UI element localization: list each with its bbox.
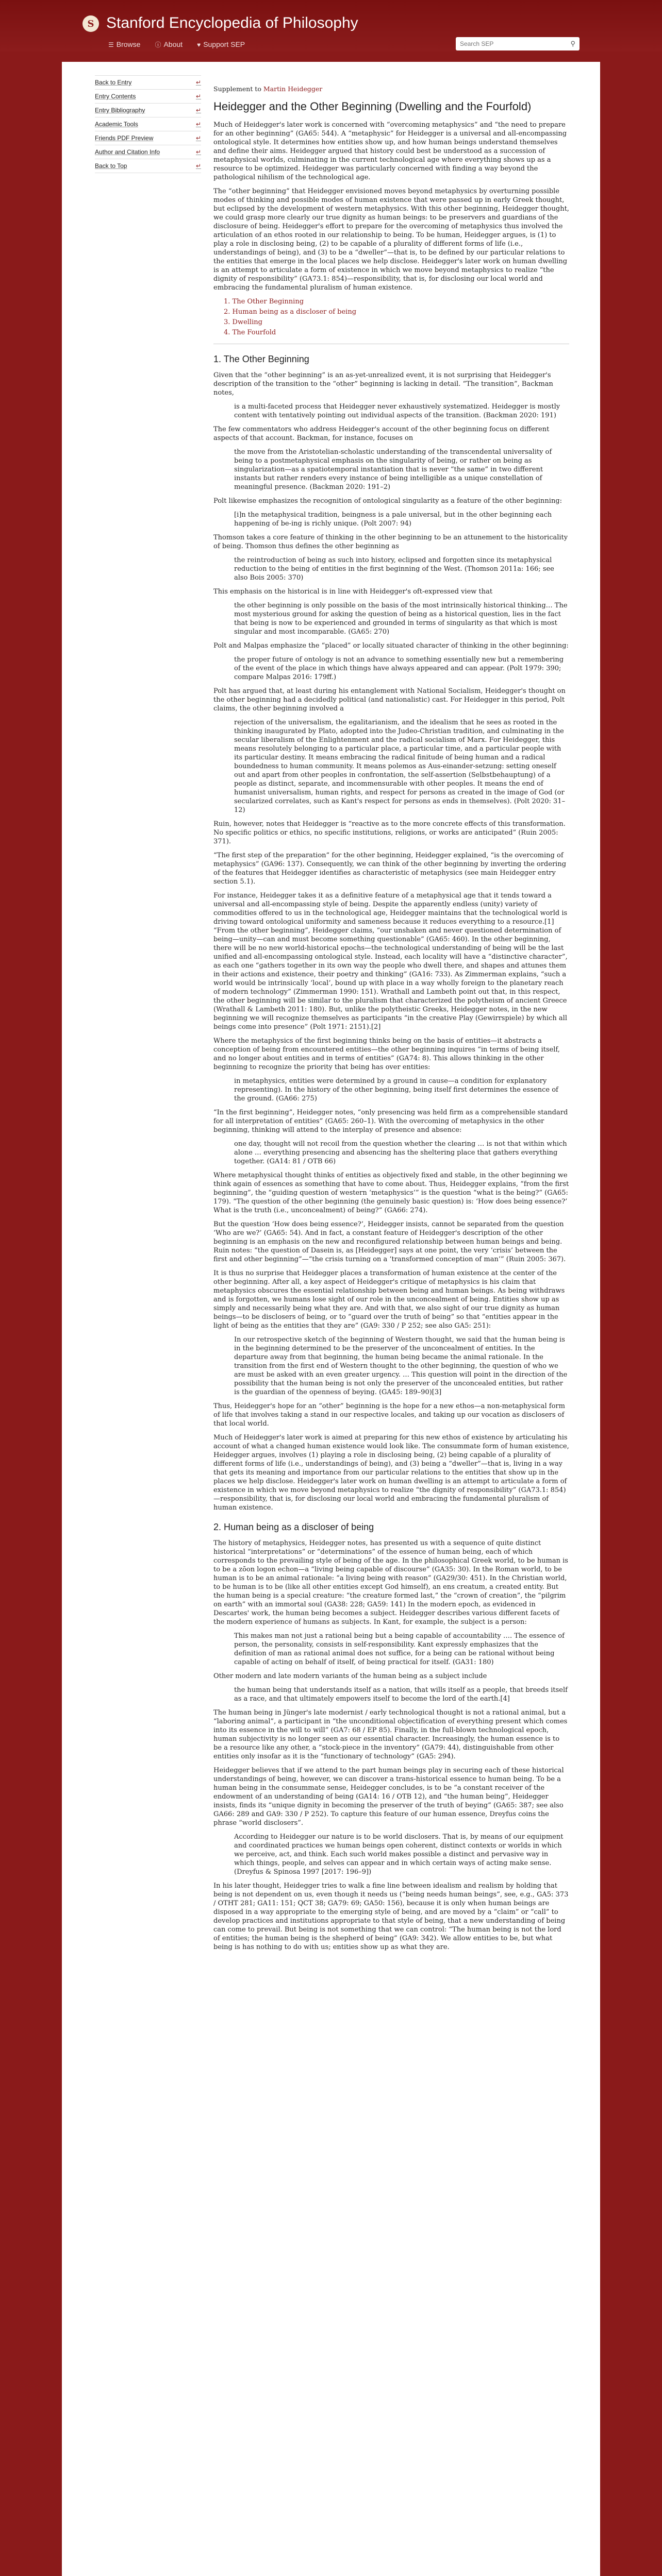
section-human-being — [213, 1539, 569, 1952]
toc-item — [224, 318, 569, 327]
body-paragraph: In his later thought, Heidegger tries to walk a fine line between idealism and realism by holding that being is not dependent on us, even though it needs us (“being needs human beings”, see, e.g., GA5: 373 / OTHT 281; GA11: 151; QCT 38; GA79: 69; GA50: 156), because it is only when human beings are disposed in a way appropriate to the emerging style of being, and are moved by a “claim” or “call” to develop practices and institutions appropriate to that style of being, that a new understanding of being can come to prevail. But being is not something that we can control: “The human being is not the lord of entities; the human being is the shepherd of being” (GA9: 342). We allow entities to be, but what being is has nothing to do with us; entities show up as what they are. — [213, 1882, 569, 1951]
sidebar-item-citation-info[interactable] — [95, 145, 201, 159]
toc-link-fourfold[interactable]: 4. The Fourfold — [224, 329, 276, 336]
page-title: Heidegger and the Other Beginning (Dwelling and the Fourfold) — [213, 100, 532, 113]
supplement-link[interactable]: Martin Heidegger — [263, 85, 323, 93]
nav-browse-label: Browse — [116, 40, 141, 48]
body-paragraph: But the question ‘How does being essence?’, Heidegger insists, cannot be separated from the question ‘Who are we?’ (GA65: 54). And in fact, a constant feature of Heidegger's description of the other beginning is an emphasis on the new and reconfigured relationship between human beings and being. Ruin notes: “the question of Dasein is, as [Heidegger] says at one point, the very ‘crisis’ between the first and other beginning”—“the crisis turning on a ‘transformed conception of man’” (Ruin 2005: 367). — [213, 1221, 566, 1263]
block-quote: is a multi-faceted process that Heidegger never exhaustively systematized. Heidegger is mostly content with tentatively pointing out individual aspects of the transition. (Backman 2020: 191) — [234, 403, 560, 419]
body-paragraph: “The first step of the preparation” for the other beginning, Heidegger explained, “is the overcoming of metaphysics” (GA96: 137). Consequently, we can think of the other beginning by inverting the ordering of the features that Heidegger identifies as characteristic of metaphysics (see main Heidegger entry section 5.1). — [213, 852, 567, 886]
body-paragraph: For instance, Heidegger takes it as a definitive feature of a metaphysical age that it tends toward a universal and all-encompassing style of being. Despite the apparently endless (unity) variety of commodities offered to us in the technological age, Heidegger maintains that the technological world is driving toward ontological uniformity and sameness because it reduces everything to a resource.[1] “From the other beginning”, Heidegger claims, “our unshaken and never questioned determination of being—unity—can and must become something questionable” (GA65: 460). In the other beginning, there will be no new world-historical epochs—the technological understanding of being will be the last unified and all-encompassing ontological style. Instead, each locality will have a “distinctive character”, as each one “gathers together in its own way the people who dwell there, and shapes and attunes them in their actions and existence, their poetry and thinking” (GA16: 733). As Zimmerman explains, “such a world would be intrinsically ‘local’, bound up with place in a way wholly foreign to the planetary reach of modern technology” (Zimmerman 1990: 151). Wrathall and Lambeth point out that, in this respect, the other beginning will be similar to the pluralism that characterized the polytheism of ancient Greece (Wrathall & Lambeth 2011: 180). But, unlike the polytheistic Greeks, Heidegger notes, in the new beginning we will recognize themselves as participants “in the creative Play (Gewirrspiele) by which all beings come into presence” (Polt 1971: 2151).[2] — [213, 892, 568, 1031]
return-icon: ↵ — [195, 134, 201, 142]
section-other-beginning — [213, 371, 569, 1512]
body-paragraph: “In the first beginning”, Heidegger notes, “only presencing was held firm as a comprehensible standard for all interpretation of entities” (GA65: 260–1). With the overcoming of metaphysics in the other beginning, thinking will attend to the interplay of presence and absence: — [213, 1109, 568, 1134]
section-heading: 1. The Other Beginning — [213, 354, 309, 364]
sidebar-item-back-to-top[interactable] — [95, 159, 201, 173]
sidebar-tools — [95, 75, 201, 173]
block-quote: in metaphysics, entities were determined by a ground in cause—a condition for explanatory representing). In the history of the other beginning, being itself first determines the essence of the ground. (GA66: 275) — [234, 1077, 558, 1103]
block-quote: According to Heidegger our nature is to be world disclosers. That is, by means of our equipment and coordinated practices we human beings open coherent, distinct contexts or worlds in which we perceive, act, and think. Each such world makes possible a distinct and pervasive way in which things, people, and selves can appear and in which certain ways of acting make sense. (Dreyfus & Spinosa 1997 [2017: 196–9]) — [234, 1833, 564, 1876]
body-paragraph: Polt and Malpas emphasize the “placed” or locally situated character of thinking in the other beginning: — [213, 642, 569, 650]
block-quote: rejection of the universalism, the egalitarianism, and the idealism that he sees as rooted in the thinking inaugurated by Plato, adopted into the Judeo-Christian tradition, and culminating in the secular liberalism of the Enlightenment and the radical socialism of Marx. For Heidegger, this means resolutely belonging to a particular place, a particular time, and a particular people with its particular destiny. It means embracing the radical finitude of being human and a radical boundedness to human community. It means polemos as Aus-einander-setzung: setting oneself out and apart from other peoples in confrontation, the self-assertion (Selbstbehauptung) of a people as distinct, separate, and incommensurable with other peoples. It means the end of humanist universalism, human rights, and respect for persons as created in the image of God (or secularized correlates, such as Kant's respect for persons as ends in themselves). (Polt 2020: 31–12) — [234, 719, 566, 814]
search-box — [456, 37, 580, 50]
toc-link-dwelling[interactable]: 3. Dwelling — [224, 318, 262, 326]
return-icon: ↵ — [195, 148, 201, 156]
block-quote: In our retrospective sketch of the beginning of Western thought, we said that the human being is in the beginning determined to be the preserver of the unconcealment of entities. In the departure away from that beginning, the human being became the animal rationale. In the transition from the first end of Western thought to the other beginning, the question of who we are must be asked with an even greater urgency. … This question will point in the direction of the possibility that the human being is not only the preserver of the unconcealed entities, but rather is the guardian of the openness of beying. (GA45: 189–90)[3] — [234, 1336, 568, 1396]
block-quote: the reintroduction of being as such into history, eclipsed and forgotten since its metaphysical reduction to the being of entities in the first beginning of the West. (Thomson 2011a: 166; see also Bois 2005: 370) — [234, 556, 554, 582]
sidebar-item-label: Entry Contents — [95, 93, 136, 100]
supplement-prefix: Supplement to — [213, 85, 261, 93]
table-of-contents — [213, 297, 569, 344]
body-paragraph: Much of Heidegger's later work is aimed at preparing for this new ethos of existence by articulating his account of what a changed human existence would look like. The consummate form of human existence, Heidegger argues, involves (1) playing a role in disclosing being, (2) being capable of a plurality of different forms of life (i.e., understandings of being), and (3) being a “dweller”—that is, living in a way that gets its meaning and importance from our particular relations to the entities that show up in the places we help disclose. Heidegger's later work on human dwelling is an attempt to articulate a form of existence in which we move beyond metaphysics to realize “the dignity of responsibility” (GA73.1: 854)—responsibility, that is, for disclosing our local world and embracing the fundamental pluralism of human existence. — [213, 1434, 569, 1512]
return-icon: ↵ — [195, 79, 201, 86]
nav-about-label: About — [163, 40, 183, 48]
block-quote: the proper future of ontology is not an advance to something essentially new but a remembering of the event of the place in which things have always appeared and can appear. (Polt 1979: 390; compare Malpas 2016: 179ff.) — [234, 656, 564, 681]
sidebar-item-bibliography[interactable] — [95, 104, 201, 117]
body-paragraph: Ruin, however, notes that Heidegger is “reactive as to the more concrete effects of this transformation. No specific politics or ethics, no specific institutions, religions, or works are anticipated” (Ruin 2005: 371). — [213, 820, 566, 845]
return-icon: ↵ — [195, 107, 201, 114]
sidebar — [62, 62, 211, 2576]
nav-about[interactable] — [155, 40, 183, 49]
site-title[interactable]: Stanford Encyclopedia of Philosophy — [106, 14, 358, 31]
block-quote: the human being that understands itself as a nation, that wills itself as a people, that breeds itself as a race, and that ultimately empowers itself to become the lord of the earth.[4] — [234, 1686, 568, 1703]
search-input[interactable] — [460, 40, 570, 47]
body-paragraph: Where metaphysical thought thinks of entities as objectively fixed and stable, in the other beginning we think again of essences as something that have to come about. Thus, Heidegger explains, “from the first beginning”, the “guiding question of western ‘metaphysics’” is the question “what is the being?” (GA65: 179). “The question of the other beginning (the genuinely basic question) is: ‘How does being essence?’ What is the truth (i.e., unconcealment) of being?” (GA66: 274). — [213, 1172, 569, 1214]
nav-support-label: Support SEP — [203, 40, 245, 48]
sep-logo[interactable]: S — [82, 15, 99, 32]
heart-icon: ♥ — [197, 41, 201, 48]
body-paragraph: Where the metaphysics of the first beginning thinks being on the basis of entities—it abstracts a conception of being from encountered entities—the other beginning inquires “in terms of being itself, and no longer about entities and in terms of entities” (GA74: 8). This allows thinking in the other beginning to recognize the priority that being has over entities: — [213, 1037, 560, 1071]
menu-icon: ☰ — [108, 41, 114, 48]
sidebar-item-label: Back to Entry — [95, 79, 132, 86]
body-paragraph: Given that the “other beginning” is an as-yet-unrealized event, it is not surprising that Heidegger's description of the transition to the “other” beginning is lacking in detail. “The transition”, Backman notes, — [213, 371, 553, 397]
block-quote: [i]n the metaphysical tradition, beingness is a pale universal, but in the other beginning each happening of be-ing is richly unique. (Polt 2007: 94) — [234, 511, 552, 528]
main-content — [211, 62, 600, 2576]
return-icon: ↵ — [195, 162, 201, 170]
body-paragraph: The human being in Jünger's late modernist / early technological thought is not a rational animal, but a “laboring animal”, a participant in “the unconditional objectification of everything present which comes into its essence in the will to will” (GA7: 68 / EP 85). Finally, in the full-blown technological epoch, human subjectivity is no longer seen as our essential character. Increasingly, the human essence is to be a resource like any other, a “stock-piece in the inventory” (GA79: 44), distinguishable from other entities only insofar as it is the “functionary of technology” (GA5: 294). — [213, 1709, 568, 1760]
toc-item — [224, 308, 569, 316]
site-header — [0, 0, 662, 52]
sidebar-item-back-to-entry[interactable] — [95, 76, 201, 90]
body-paragraph: The few commentators who address Heidegger's account of the other beginning focus on different aspects of that account. Backman, for instance, focuses on — [213, 426, 550, 442]
body-paragraph: Thomson takes a core feature of thinking in the other beginning to be an attunement to the historicality of being. Thomson thus defines the other beginning as — [213, 534, 568, 550]
block-quote: the move from the Aristotelian-scholastic understanding of the transcendental universality of being to a postmetaphysical emphasis on the singularity of being, or rather on being as singularization—as a spatiotemporal instantiation that is never “the same” in two different instants but rather renders every instance of being intelligible as a unique constellation of meaningful presence. (Backman 2020: 191–2) — [234, 448, 552, 491]
sidebar-item-label: Author and Citation Info — [95, 148, 160, 156]
sidebar-item-label: Back to Top — [95, 162, 127, 170]
sidebar-item-label: Academic Tools — [95, 121, 138, 128]
body-paragraph: Other modern and late modern variants of the human being as a subject include — [213, 1672, 487, 1680]
sidebar-item-pdf-preview[interactable] — [95, 131, 201, 145]
body-paragraph: Heidegger believes that if we attend to the part human beings play in securing each of these historical understandings of being, however, we can discover a trans-historical essence to human being. To be a human being in the consummate sense, Heidegger concludes, is to be “a constant receiver of the endowment of an understanding of being (GA14: 16 / OTB 12), and “the human being”, Heidegger insists, finds its “unique dignity in becoming the preserver of the truth of beying” (GA65: 387; see also GA66: 289 and GA9: 330 / P 252). To capture this feature of our human essence, Dreyfus coins the phrase “world disclosers”. — [213, 1767, 564, 1827]
sidebar-item-label: Friends PDF Preview — [95, 134, 154, 142]
body-paragraph: Polt likewise emphasizes the recognition of ontological singularity as a feature of the other beginning: — [213, 497, 562, 505]
sidebar-item-academic-tools[interactable] — [95, 117, 201, 131]
sidebar-item-entry-contents[interactable] — [95, 90, 201, 104]
toc-item — [224, 297, 569, 306]
info-icon: ⓘ — [155, 41, 161, 48]
body-paragraph: The history of metaphysics, Heidegger notes, has presented us with a sequence of quite distinct historical “interpretations” or “determinations” of the essence of human being, each of which corresponds to the prevailing style of being of the age. In the philosophical Greek world, to be human is to be a zōon logon echon—a “living being capable of discourse” (GA35: 30). In the Roman world, to be human is to be an animal rationale: “a living being with reason” (GA29/30: 451). In the Christian world, to be human is to be (like all other entities except God himself), an ens creatum, a created entity. But the human being is a special creature: “the creature formed last,” the “crown of creation”, the “pilgrim on earth” with an immortal soul (GA38: 228; GA59: 141) In the modern epoch, as evidenced in Descartes' work, the human being becomes a subject. Heidegger describes various different facets of the modern experience of humans as subjects. In Kant, for example, the subject is a person: — [213, 1539, 568, 1626]
nav-support[interactable] — [197, 40, 245, 49]
toc-link-other-beginning[interactable]: 1. The Other Beginning — [224, 298, 304, 306]
body-paragraph: Polt has argued that, at least during his entanglement with National Socialism, Heidegger's thought on the other beginning had a decidedly political (and nationalistic) cast. For Heidegger in this period, Polt claims, the other beginning involved a — [213, 687, 566, 713]
page-container — [62, 62, 600, 2576]
sidebar-item-label: Entry Bibliography — [95, 107, 145, 114]
body-paragraph: This emphasis on the historical is in line with Heidegger's oft-expressed view that — [213, 588, 493, 596]
block-quote: This makes man not just a rational being but a being capable of accountability …. The essence of person, the personality, consists in self-responsibility. Kant expressly emphasizes that the definition of man as rational animal does not suffice, for a being can be rational without being capable of acting on behalf of itself, of being practical for itself. (GA31: 180) — [234, 1632, 565, 1666]
body-paragraph: Thus, Heidegger's hope for an “other” beginning is the hope for a new ethos—a non-metaphysical form of life that involves taking a stand in our respective locales, and taking up our vocation as disclosers of that local world. — [213, 1402, 565, 1428]
nav-browse[interactable] — [108, 40, 140, 49]
return-icon: ↵ — [195, 93, 201, 100]
block-quote: the other beginning is only possible on the basis of the most intrinsically historical thinking… The most mysterious ground for asking the question of being as a historical question, lies in the fact that being is now to be experienced and grounded in terms of singularity as that which is most singular and most incomparable. (GA65: 270) — [234, 602, 568, 636]
toc-link-discloser[interactable]: 2. Human being as a discloser of being — [224, 308, 357, 316]
section-heading: 2. Human being as a discloser of being — [213, 1522, 374, 1532]
body-paragraph: It is thus no surprise that Heidegger places a transformation of human existence at the center of the other beginning. After all, a key aspect of Heidegger's critique of metaphysics is his claim that metaphysics obscures the essential relationship between being and human beings. As being withdraws and is forgotten, we humans lose sight of our role in the unconcealment of being. Entities show up as simply and necessarily being what they are. And with that, we also sight of our true dignity as human beings—to be disclosers of being, or to “guard over the truth of being” so that “entities appear in the light of being as the entities that they are” (GA9: 330 / P 252; see also GA5: 251): — [213, 1269, 565, 1330]
top-nav — [108, 40, 245, 49]
block-quote: one day, thought will not recoil from the question whether the clearing … is not that within which alone … everything presencing and absencing has the sheltering place that gathers everything together. (GA14: 81 / OTB 66) — [234, 1140, 567, 1165]
intro-paragraph: The “other beginning” that Heidegger envisioned moves beyond metaphysics by overturning possible modes of thinking and possible modes of human existence that were passed up in early Greek thought, but eclipsed by the development of western metaphysics. With this other beginning, Heidegger thought, we could grasp more clearly our true dignity as human beings: to be preservers and guardians of the disclosure of being. Heidegger's effort to prepare for the overcoming of metaphysics thus involved the articulation of an ethos rooted in our relationship to being. To be human, Heidegger argues, is (1) to play a role in disclosing being, (2) to be capable of a plurality of different forms of life (i.e., understandings of being), and (3) to be a “dweller”—that is, to be defined by our particular relations to the entities that emerge in the local places we help disclose. Heidegger's later work on human dwelling is an attempt to articulate a form of existence in which we move beyond metaphysics to realize “the dignity of responsibility” (GA73.1: 854)—responsibility, that is, for disclosing our local world and embracing the fundamental pluralism of human existence. — [213, 188, 569, 292]
intro-paragraph: Much of Heidegger's later work is concerned with “overcoming metaphysics” and “the need to prepare for an other beginning” (GA65: 544). A “metaphysic” for Heidegger is a universal and all-encompassing ontological style. It determines how entities show up, and how human beings understand themselves and define their aims. Heidegger argued that history could best be understood as a succession of metaphysical worlds, culminating in the current technological age where everything shows up as a resource to be optimized. Heidegger was particularly concerned with finding a way beyond the pathological nihilism of the technological age. — [213, 121, 567, 181]
search-icon[interactable]: ⚲ — [570, 40, 575, 48]
toc-item — [224, 328, 569, 337]
supplement-line — [213, 84, 569, 93]
return-icon: ↵ — [195, 121, 201, 128]
